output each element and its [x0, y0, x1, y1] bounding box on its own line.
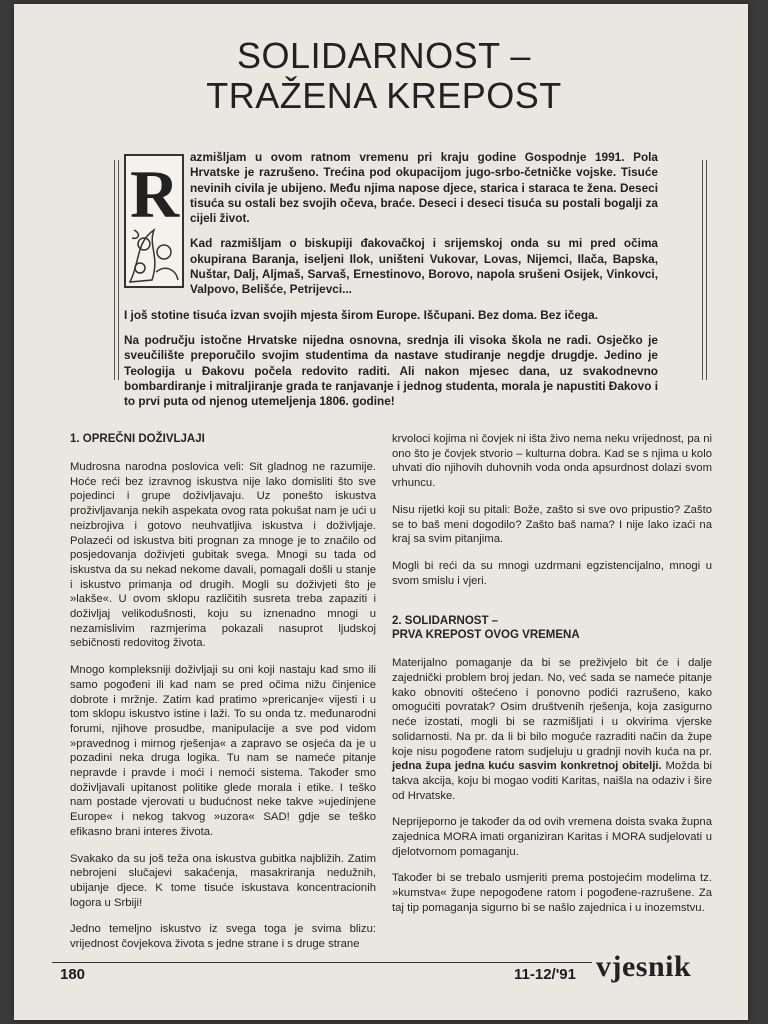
section-2-heading [392, 614, 712, 642]
left-paragraph-4: Jedno temeljno iskustvo iz svega toga je svima blizu: vrijednost čovjekova života s jedne strane i s druge strane [70, 923, 376, 951]
page-number: 180 [60, 966, 86, 983]
right-paragraph-4 [392, 656, 712, 803]
right-column [392, 432, 712, 928]
right-vertical-rule-2 [706, 160, 707, 380]
left-paragraph-2: Mnogo kompleksniji doživljaji su oni koji nastaju kad smo ili samo pogođeni ili kad nam se pred očima nižu činjenice dobrote i mržnje. Zatim kad pratimo »prericanje« vijesti i u tom sklopu iskustvo istine i laži. To su onda tz. međunarodni forumi, njihove prosudbe, manipulacije a sve pod vidom »pravednog i mirnog rješenja« a zapravo se osjeća da je u pozadini neka druga logika. Tu nam se nameće pitanje nepravde i pravde i moći i nemoći sistema. Također smo doživljavali upitanost politike glede morala i etike. I teško nam postade vjerovati u budućnost neke takve »ujedinjene Europe« i nekog takvog »uzora« SAD! gdje se teško efikasno brani interes života. [70, 664, 376, 838]
left-column [70, 432, 376, 964]
right-paragraph-2: Nisu rijetki koji su pitali: Bože, zašto si sve ovo pripustio? Zašto se to baš meni dogodilo? Zašto baš nama? I nije lako izaći na kraj sa svim pitanjima. [392, 503, 712, 546]
left-paragraph-3: Svakako da su još teža ona iskustva gubitka najbližih. Zatim nebrojeni slučajevi sakaćenja, masakriranja nedužnih, ubijanje djece. K tome tisuće iskustava koncentracionih logora u Srbiji! [70, 852, 376, 909]
right-paragraph-4a: Materijalno pomaganje da bi se preživjelo bit će i dalje zajednički problem broj jedan. No, već sada se nameće pitanje kako obnoviti oštećeno i ponovno podići razrušeno, kako omogućiti povratak? Osim društvenih rješenja, koja zasigurno neće izostati, mogli bi se razmišljati i u okvirima vjerske solidarnosti. Na pr. da li bi bilo moguće razraditi način da župe koje nisu pogođene ratom sudjeluju u gradnji novih kuća na pr. [392, 657, 712, 758]
footer-rule [52, 962, 592, 963]
article-title [0, 36, 768, 116]
right-paragraph-4c: Možda bi takva akcija, koju bi mogao voditi Karitas, naišla na odaziv i šire od Hrvatske. [392, 760, 713, 802]
right-paragraph-4-bold: jedna župa jedna kuću sasvim konkretnoj obitelji. [392, 760, 662, 773]
title-line-2: TRAŽENA KREPOST [206, 75, 562, 116]
section-1-heading: 1. OPREČNI DOŽIVLJAJI [70, 433, 205, 445]
right-paragraph-1: krvoloci kojima ni čovjek ni išta živo nema neku vrijednost, pa ni ono što je čovjek stvorio – kulturna dobra. Kad se s njima u kolo uhvati dio njihovih duhovnih voda onda apsurdnost dolazi svom vrhuncu. [392, 433, 712, 490]
right-vertical-rule [702, 160, 703, 380]
intro-paragraph-1: azmišljam u ovom ratnom vremenu pri kraju godine Gospodnje 1991. Pola Hrvatske je razrušeno. Trećina pod okupacijom jugo-srbo-četničke vojske. Tisuće nevinih civila je ubijeno. Među njima napose djece, starica i staraca te žena. Deseci tisuća su ostali bez svojih očeva, braće. Deseci i deseci tisuća su postali bogalji za cijeli život. [190, 150, 658, 226]
left-vertical-rule [114, 160, 115, 380]
intro-paragraph-4: Na području istočne Hrvatske nijedna osnovna, srednja ili visoka škola ne radi. Osječko je sveučilište preporučilo svojim studentima da nastave studiranje negdje drugdje. Jedino je Teologija u Đakovu počela redovito raditi. Ali nakon mjesec dana, uz svakodnevno bombardiranje i mitraljiranje grada te ranjavanje i jednog studenta, morala je napustiti Đakovo i to prvi puta od njenog utemeljenja 1806. godine! [124, 332, 658, 409]
intro-paragraph-2: Kad razmišljam o biskupiji đakovačkoj i srijemskoj onda su mi pred očima okupirana Baranja, iseljeni Ilok, uništeni Vukovar, Lovas, Nijemci, Ilača, Bapska, Nuštar, Dalj, Aljmaš, Sarvaš, Ernestinovo, Borovo, napola srušeni Osijek, Vinkovci, Valpovo, Belišće, Petrijevci... [190, 236, 658, 297]
intro-section [124, 150, 658, 419]
section-2-heading-line-2: PRVA KREPOST OVOG VREMENA [392, 629, 580, 642]
title-line-1: SOLIDARNOST – [237, 35, 531, 76]
section-2-heading-line-1: 2. SOLIDARNOST – [392, 615, 499, 628]
right-paragraph-5: Neprijeporno je također da od ovih vremena doista svaka župna zajednica MORA imati organiziran Karitas i MORA sudjelovati u djelotvornom pomaganju. [392, 816, 712, 858]
issue-number: 11-12/'91 [514, 966, 576, 983]
right-paragraph-3: Mogli bi reći da su mnogi uzdrmani egzistencijalno, mnogi u svom smislu i vjeri. [392, 559, 712, 587]
left-paragraph-1: Mudrosna narodna poslovica veli: Sit gladnog ne razumije. Hoće reći bez izravnog iskustva nije lako domisliti što sve pojedinci i grupe doživljavaju. Uz ponešto iskustva proživljavanja nekih aspekata ovog rata pokušat nam je ući u neizbrojiva i gotovo neuhvatljiva iskustva i doživljaje. Polazeći od iskustva biti prognan za mnoge je to značilo od posjedovanja doživjeti gubitak svega. Mnogi su tada od iskustva da su nekad nekome davali, pomagali došli u stanje i iskustvo primanja od drugih. Mogli su doživjeti što je »lakše«. U ovom sklopu različitih susreta treba zapaziti i doživljaj velikodušnosti, koju su iznenadno mnogi u nezamislivim razmjerima pokazali nasuprot ljudskoj sebičnosti redovitog života. [70, 461, 376, 650]
dropcap-letter: R [130, 156, 180, 232]
magazine-logo: vjesnik [596, 950, 692, 983]
intro-paragraph-3: I još stotine tisuća izvan svojih mjesta širom Europe. Iščupani. Bez doma. Bez ičega. [124, 307, 598, 322]
floral-ornament-icon [126, 222, 182, 286]
right-paragraph-6: Također bi se trebalo usmjeriti prema postojećim modelima tz. »kumstva« župe nepogođene ratom i pogođene-razrušene. Za taj tip pomaganja sigurno bi se našlo zajednica i u inozemstvu. [392, 872, 712, 914]
left-vertical-rule-2 [118, 160, 119, 380]
dropcap-ornament [124, 154, 184, 288]
